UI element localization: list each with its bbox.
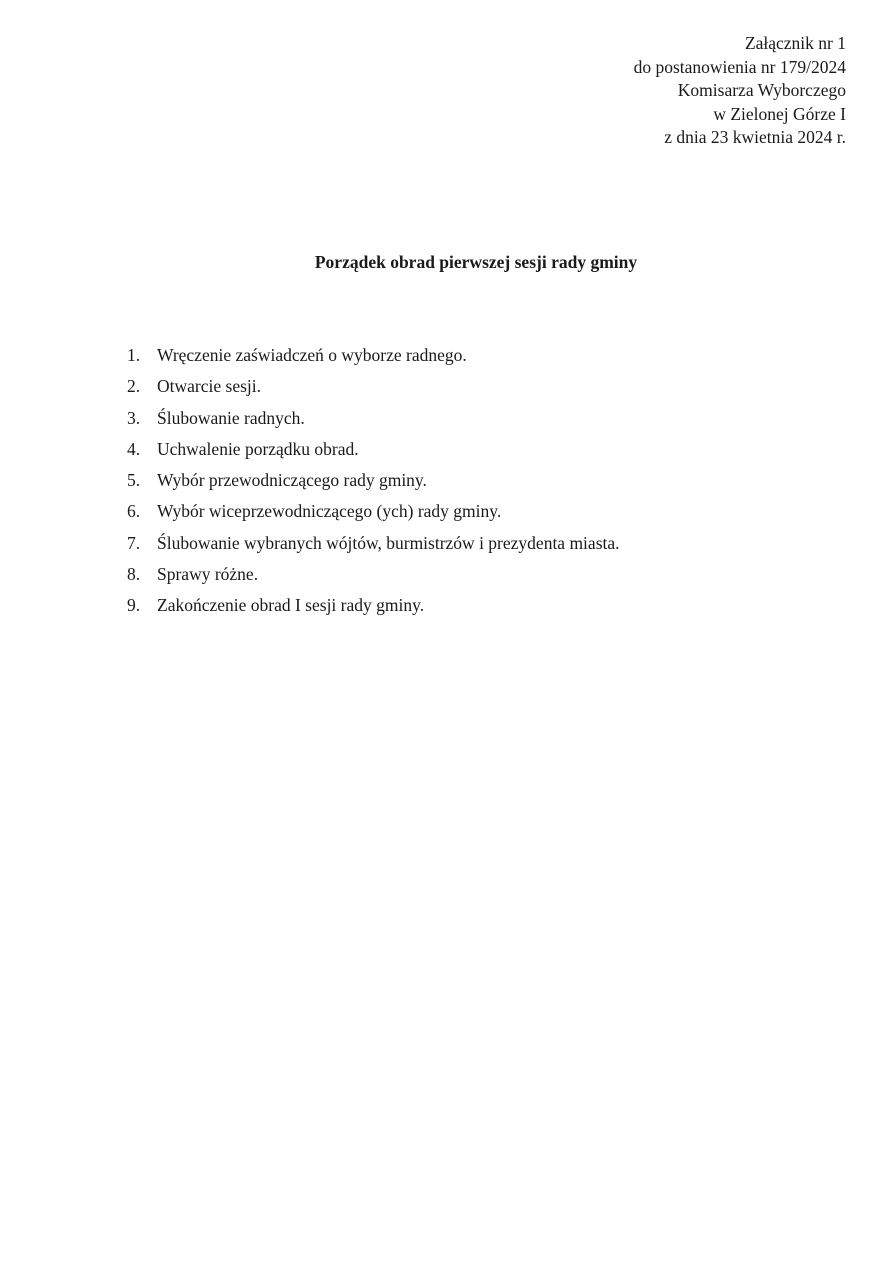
agenda-item [127, 343, 620, 374]
agenda-item [127, 562, 620, 593]
agenda-item [127, 406, 620, 437]
agenda-item-text: Uchwalenie porządku obrad. [157, 438, 359, 459]
agenda-list [127, 343, 620, 625]
agenda-item [127, 499, 620, 530]
agenda-item [127, 374, 620, 405]
agenda-item-number: 5. [127, 470, 141, 491]
agenda-item-text: Ślubowanie radnych. [157, 407, 305, 428]
agenda-item-text: Ślubowanie wybranych wójtów, burmistrzów i prezydenta miasta. [157, 532, 620, 553]
annex-number: Załącznik nr 1 [744, 33, 846, 53]
agenda-item-number: 2. [127, 376, 141, 397]
issuer-line: Komisarza Wyborczego [677, 80, 846, 101]
agenda-item-text: Zakończenie obrad I sesji rady gminy. [157, 595, 425, 616]
agenda-item-text: Sprawy różne. [157, 564, 259, 585]
agenda-item-number: 8. [127, 564, 141, 585]
agenda-item-number: 9. [127, 595, 141, 616]
agenda-item-text: Otwarcie sesji. [157, 376, 261, 397]
agenda-item [127, 437, 620, 468]
agenda-item-number: 1. [127, 345, 141, 365]
agenda-item [127, 468, 620, 499]
agenda-item-text: Wybór przewodniczącego rady gminy. [157, 470, 427, 491]
agenda-item-number: 3. [127, 407, 141, 428]
agenda-item [127, 531, 620, 562]
agenda-item-number: 4. [127, 438, 141, 459]
agenda-item-text: Wręczenie zaświadczeń o wyborze radnego. [157, 345, 467, 365]
agenda-item-number: 6. [127, 501, 141, 522]
issuer-location: w Zielonej Górze I [713, 103, 846, 124]
issue-date: z dnia 23 kwietnia 2024 r. [664, 127, 846, 148]
annex-header [634, 32, 846, 150]
resolution-reference: do postanowienia nr 179/2024 [633, 56, 846, 77]
agenda-item-number: 7. [127, 532, 141, 553]
agenda-item [127, 593, 620, 624]
document-title: Porządek obrad pierwszej sesji rady gminy [314, 252, 638, 272]
agenda-item-text: Wybór wiceprzewodniczącego (ych) rady gminy. [157, 501, 502, 522]
